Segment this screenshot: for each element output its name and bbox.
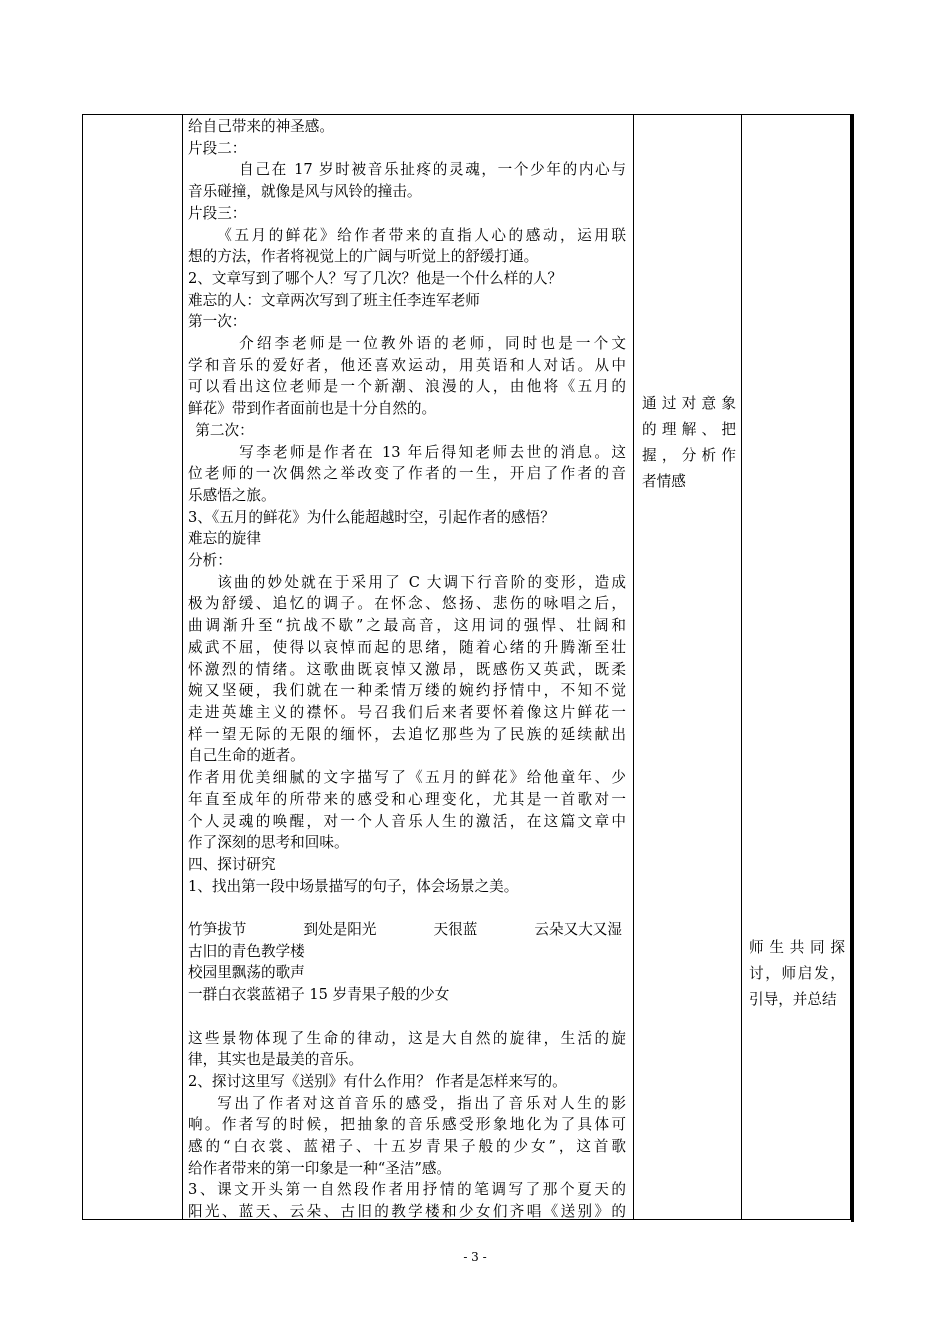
- text-line: 威武不屈，使得以哀悼而起的思绪，随着心绪的升腾渐至壮: [188, 638, 626, 656]
- text-line: 片段三：: [188, 204, 247, 222]
- note-line: 引导，并总结: [749, 991, 837, 1008]
- text-line: 自己在 17 岁时被音乐扯疼的灵魂，一个少年的内心与: [239, 161, 626, 179]
- page-number: - 3 -: [463, 1250, 487, 1264]
- text-line: 3、《五月的鲜花》为什么能超越时空，引起作者的感悟？: [188, 508, 555, 526]
- column-divider-3: [741, 115, 742, 1219]
- text-line: 作了深刻的思考和回味。: [188, 834, 349, 852]
- column-divider-2: [633, 115, 634, 1219]
- blank-line: [188, 1006, 626, 1028]
- scene-line: 古旧的青色教学楼: [188, 942, 305, 960]
- scene-keyword: 竹笋拔节: [188, 921, 247, 938]
- text-line: 自己生命的逝者。: [188, 747, 305, 765]
- text-line: 位老师的一次偶然之举改变了作者的一生，开启了作者的音: [188, 465, 626, 483]
- teaching-content-cell: [188, 116, 626, 1223]
- note-line: 讨 ， 师 启 发 ，: [749, 965, 845, 982]
- note-line: 的 理 解 、 把: [642, 421, 736, 438]
- content-paragraphs: [188, 116, 626, 897]
- text-line: 《五月的鲜花》给作者带来的直指人心的感动，运用联: [217, 226, 626, 244]
- scene-lines: [188, 941, 626, 1006]
- text-line: 样一望无际的无限的缅怀，去追忆那些为了民族的延续献出: [188, 725, 626, 743]
- text-line: 年直至成年的所带来的感受和心理变化，尤其是一首歌对一: [188, 790, 626, 808]
- text-line: 响。作者写的时候，把抽象的音乐感受形象地化为了具体可: [188, 1116, 626, 1134]
- text-line: 四、探讨研究: [188, 855, 276, 873]
- text-line: 3、课文开头第一自然段作者用抒情的笔调写了那个夏天的: [188, 1181, 626, 1199]
- scene-line: 一群白衣裳蓝裙子 15 岁青果子般的少女: [188, 986, 450, 1004]
- note-line: 者情感: [642, 473, 686, 490]
- text-line: 1、找出第一段中场景描写的句子，体会场景之美。: [188, 877, 519, 895]
- text-line: 可以看出这位老师是一个新潮、浪漫的人，由他将《五月的: [188, 378, 626, 396]
- scene-keyword: 云朵又大又湿: [534, 921, 622, 938]
- text-line: 感的“白衣裳、蓝裙子、十五岁青果子般的少女”，这首歌: [188, 1138, 626, 1156]
- text-line: 极为舒缓、追忆的调子。在怀念、悠扬、悲伤的咏唱之后，: [188, 595, 626, 613]
- text-line: 作者用优美细腻的文字描写了《五月的鲜花》给他童年、少: [188, 769, 626, 787]
- note-line: 握 ， 分 析 作: [642, 447, 736, 464]
- text-line: 阳光、蓝天、云朵、古旧的教学楼和少女们齐唱《送别》的: [188, 1203, 626, 1221]
- design-intent-cell: [642, 391, 736, 495]
- scene-line: 校园里飘荡的歌声: [188, 964, 305, 982]
- text-line: 曲调渐升至“抗战不歇”之最高音，这用词的强悍、壮阔和: [188, 617, 626, 635]
- text-line: 难忘的旋律: [188, 530, 261, 548]
- text-line: 分析：: [188, 552, 232, 570]
- text-line: 怀激烈的情绪。这歌曲既哀悼又激昂，既感伤又英武，既柔: [188, 660, 626, 678]
- text-line: 音乐碰撞，就像是风与风铃的撞击。: [188, 183, 422, 201]
- text-line: 片段二：: [188, 139, 247, 157]
- text-line: 婉又坚硬，我们就在一种柔情万缕的婉约抒情中，不知不觉: [188, 682, 626, 700]
- text-line: 介绍李老师是一位教外语的老师，同时也是一个文: [239, 335, 626, 353]
- text-line: 鲜花》带到作者面前也是十分自然的。: [188, 400, 437, 418]
- text-line: 律，其实也是最美的音乐。: [188, 1051, 364, 1069]
- text-line: 难忘的人：文章两次写到了班主任李连军老师: [188, 291, 480, 309]
- note-line: 师 生 共 同 探: [749, 939, 845, 956]
- text-line: 走进英雄主义的襟怀。号召我们后来者要怀着像这片鲜花一: [188, 703, 626, 721]
- text-line: 学和音乐的爱好者，他还喜欢运动，用英语和人对话。从中: [188, 356, 626, 374]
- text-line: 第二次：: [195, 421, 254, 439]
- text-line: 给自己带来的神圣感。: [188, 118, 334, 135]
- text-line: 2、文章写到了哪个人？写了几次？他是一个什么样的人？: [188, 269, 563, 287]
- content-paragraphs-continued: [188, 1028, 626, 1223]
- text-line: 第一次：: [188, 313, 247, 331]
- note-line: 通 过 对 意 象: [642, 395, 736, 412]
- scene-keyword: 到处是阳光: [303, 921, 377, 938]
- text-line: 写李老师是作者在 13 年后得知老师去世的消息。这: [239, 443, 626, 461]
- text-line: 给作者带来的第一印象是一种“圣洁”感。: [188, 1159, 452, 1177]
- text-line: 个人灵魂的唤醒，对一个人音乐人生的激活，在这篇文章中: [188, 812, 626, 830]
- text-line: 乐感悟之旅。: [188, 486, 276, 504]
- column-divider-1: [182, 115, 183, 1219]
- scene-keywords-row: [188, 919, 626, 941]
- teaching-method-cell: [749, 935, 845, 1013]
- text-line: 写出了作者对这首音乐的感受，指出了音乐对人生的影: [217, 1094, 626, 1112]
- text-line: 这些景物体现了生命的律动，这是大自然的旋律，生活的旋: [188, 1029, 626, 1047]
- text-line: 想的方法，作者将视觉上的广阔与听觉上的舒缓打通。: [188, 248, 539, 266]
- blank-line: [188, 897, 626, 919]
- text-line: 2、探讨这里写《送别》有什么作用？ 作者是怎样来写的。: [188, 1072, 567, 1090]
- scene-keyword: 天很蓝: [433, 921, 478, 938]
- text-line: 该曲的妙处就在于采用了 C 大调下行音阶的变形，造成: [217, 573, 626, 591]
